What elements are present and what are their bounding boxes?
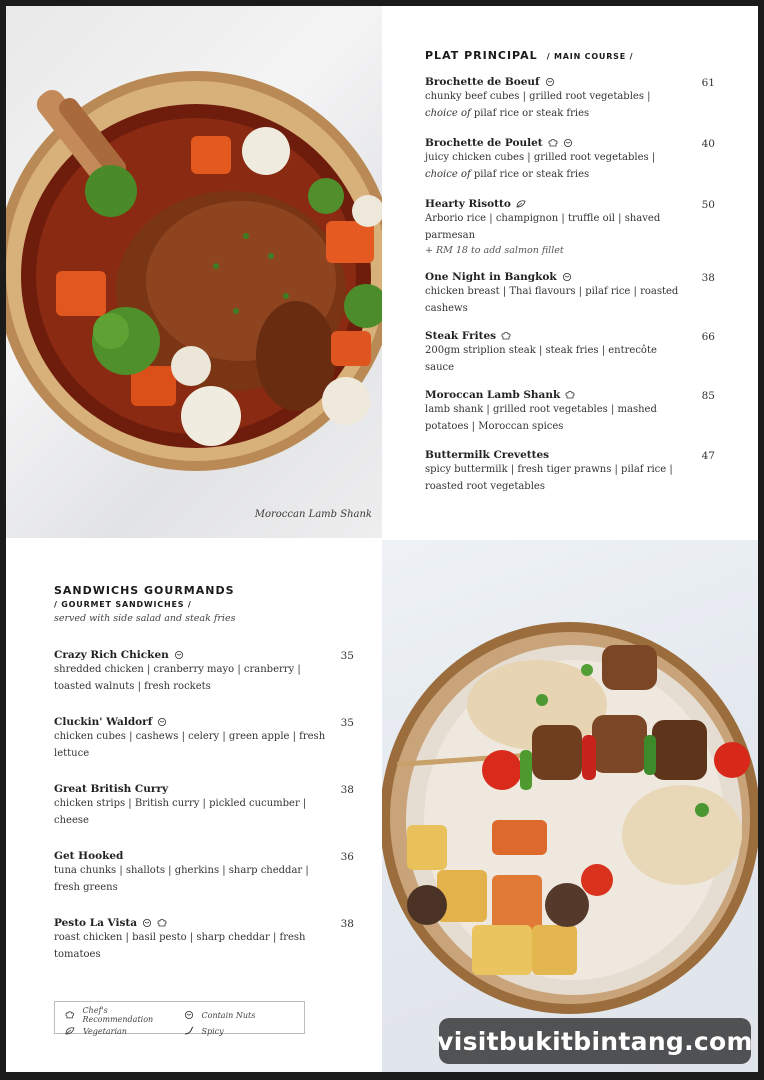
nut-icon — [184, 1010, 194, 1020]
main-course-section — [425, 44, 715, 495]
menu-item-price: 38 — [701, 272, 715, 284]
menu-item-name: Moroccan Lamb Shank — [425, 389, 561, 401]
menu-item-note: + RM 18 to add salmon fillet — [425, 245, 564, 256]
legend-nuts: Contain Nuts — [184, 1006, 295, 1024]
sandwiches-subtitle: / GOURMET SANDWICHES / — [54, 600, 192, 609]
menu-item — [425, 197, 715, 258]
menu-item-name: Great British Curry — [54, 783, 169, 795]
chef-hat-icon — [157, 918, 167, 928]
menu-item — [425, 75, 715, 122]
menu-item — [54, 849, 354, 896]
menu-item-price: 35 — [340, 717, 354, 729]
menu-item-description: chicken breast | Thai flavours | pilaf rice | roasted cashews — [425, 286, 679, 314]
nut-icon — [562, 272, 572, 282]
menu-item-name: Crazy Rich Chicken — [54, 649, 169, 661]
menu-item — [425, 329, 715, 376]
menu-item-name: One Night in Bangkok — [425, 271, 557, 283]
menu-item-price: 85 — [701, 390, 715, 402]
menu-item-name: Steak Frites — [425, 330, 497, 342]
menu-item-price: 47 — [701, 450, 715, 462]
menu-item-price: 50 — [701, 199, 715, 211]
leaf-icon — [516, 199, 526, 209]
chef-hat-icon — [565, 390, 575, 400]
menu-item-price: 36 — [340, 851, 354, 863]
sandwiches-note: served with side salad and steak fries — [54, 613, 236, 624]
menu-item — [54, 916, 354, 963]
chili-icon — [184, 1026, 194, 1036]
menu-item-description: 200gm striplion steak | steak fries | entrecôte sauce — [425, 345, 657, 373]
main-course-title: PLAT PRINCIPAL — [425, 49, 538, 62]
nut-icon — [157, 717, 167, 727]
menu-item-name: Get Hooked — [54, 850, 124, 862]
leaf-icon — [65, 1026, 75, 1036]
menu-item-description: chicken strips | British curry | pickled cucumber | cheese — [54, 798, 307, 826]
legend-chef: Chef's Recommendation — [65, 1006, 176, 1024]
menu-item-price: 38 — [340, 918, 354, 930]
menu-item-price: 61 — [701, 77, 715, 89]
nut-icon — [563, 138, 573, 148]
menu-item-price: 38 — [340, 784, 354, 796]
menu-item-price: 40 — [701, 138, 715, 150]
menu-item-description: lamb shank | grilled root vegetables | mashed potatoes | Moroccan spices — [425, 404, 657, 432]
menu-item-description: chicken cubes | cashews | celery | green apple | fresh lettuce — [54, 731, 326, 759]
legend-veg: Vegetarian — [65, 1026, 176, 1036]
site-watermark: visitbukitbintang.com — [439, 1018, 751, 1064]
menu-item — [425, 136, 715, 183]
menu-item — [425, 270, 715, 317]
brochette-illustration — [382, 540, 758, 1072]
menu-item-name: Pesto La Vista — [54, 917, 138, 929]
main-course-subtitle: / MAIN COURSE / — [546, 52, 634, 61]
menu-item-name: Brochette de Poulet — [425, 137, 543, 149]
menu-item-price: 66 — [701, 331, 715, 343]
chef-hat-icon — [548, 138, 558, 148]
menu-item-description: shredded chicken | cranberry mayo | cranberry | toasted walnuts | fresh rockets — [54, 664, 301, 692]
menu-item-name: Brochette de Boeuf — [425, 76, 540, 88]
nut-icon — [174, 650, 184, 660]
menu-item — [54, 648, 354, 695]
menu-item — [54, 715, 354, 762]
legend-spicy: Spicy — [184, 1026, 295, 1036]
brochette-photo — [382, 540, 758, 1072]
menu-item-description: spicy buttermilk | fresh tiger prawns | pilaf rice | roasted root vegetables — [425, 464, 673, 492]
menu-item-description: roast chicken | basil pesto | sharp cheddar | fresh tomatoes — [54, 932, 306, 960]
nut-icon — [142, 918, 152, 928]
lamb-shank-illustration — [6, 6, 382, 538]
menu-item — [425, 448, 715, 495]
menu-item-name: Hearty Risotto — [425, 198, 511, 210]
sandwiches-section — [54, 584, 354, 963]
menu-item-name: Cluckin' Waldorf — [54, 716, 153, 728]
menu-item — [54, 782, 354, 829]
nut-icon — [545, 77, 555, 87]
icon-legend — [54, 1001, 305, 1034]
menu-item-description: juicy chicken cubes | grilled root vegetables | choice of pilaf rice or steak fries — [425, 152, 656, 180]
chef-hat-icon — [501, 331, 511, 341]
menu-item-description: tuna chunks | shallots | gherkins | sharp cheddar | fresh greens — [54, 865, 309, 893]
menu-item-price: 35 — [340, 650, 354, 662]
chef-hat-icon — [65, 1010, 74, 1020]
photo-caption: Moroccan Lamb Shank — [254, 509, 372, 520]
menu-item-description: chunky beef cubes | grilled root vegetables | choice of pilaf rice or steak fries — [425, 91, 651, 119]
menu-item-description: Arborio rice | champignon | truffle oil | shaved parmesan — [425, 213, 661, 241]
lamb-shank-photo — [6, 6, 382, 538]
sandwiches-title: SANDWICHS GOURMANDS — [54, 584, 235, 597]
menu-item — [425, 388, 715, 435]
menu-item-name: Buttermilk Crevettes — [425, 449, 550, 461]
